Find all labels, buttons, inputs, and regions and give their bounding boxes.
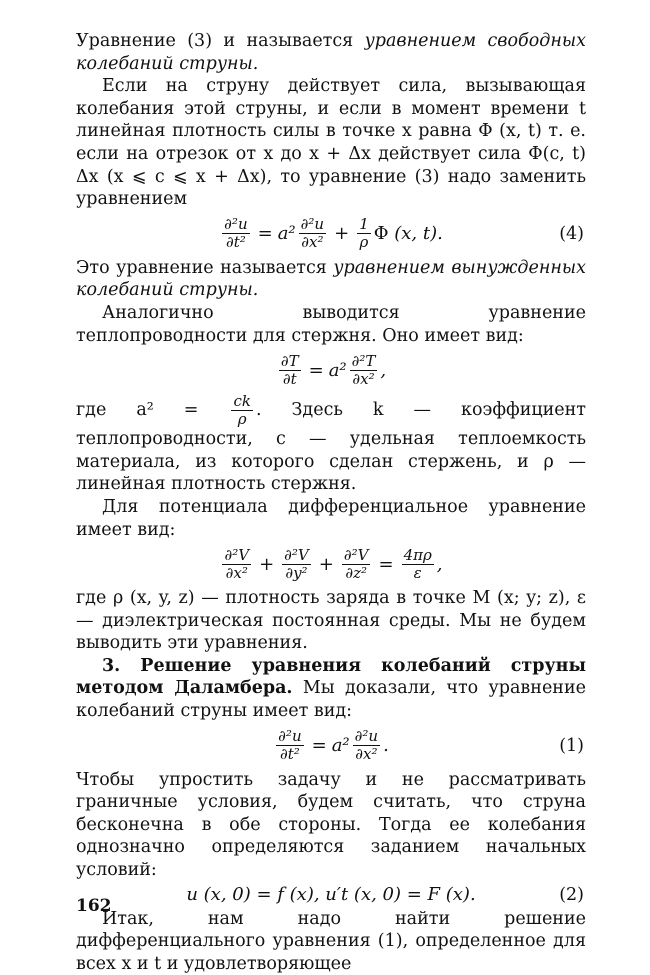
equation-number: (1): [559, 735, 584, 756]
equation-potential: $\frac{\text{∂²V}}{\text{∂x²}}$ + $\frac{\text{∂²V}}{\text{∂y²}}$ + $\frac{\text{∂²V}}{\text{∂z²}}$ = $\frac{4\pi\rho}{\varepsilon}$ ,: [224, 545, 443, 582]
fraction-ck-rho: $\frac{ck}{\rho}$: [233, 392, 251, 429]
page-body: [76, 30, 586, 975]
paragraph-7: где ρ (x, y, z) — плотность заряда в точке M (x; y; z), ε — диэлектрическая постоянная среды. Мы не будем выводить эти уравнения.: [76, 588, 586, 654]
equation-4: $\frac{\text{∂²u}}{\text{∂t²}}$ = a² $\frac{\text{∂²u}}{\text{∂x²}}$ + $\frac{1}{\rho}$ Φ (x, t). (4): [224, 215, 584, 252]
equation-number: (2): [559, 884, 584, 905]
paragraph-9: Чтобы упростить задачу и не рассматривать граничные условия, будем считать, что струна бесконечна в обе стороны. Тогда ее колебания однозначно определяются заданием начальных условий:: [76, 769, 586, 881]
term-free-vibrations: уравнением свободных колебаний струны.: [76, 31, 586, 74]
paragraph-4: Аналогично выводится уравнение теплопроводности для стержня. Оно имеет вид:: [76, 302, 586, 346]
paragraph-8: 3. Решение уравнения колебаний струны методом Даламбера. Мы доказали, что уравнение колебаний струны имеет вид:: [76, 655, 586, 722]
equation-1: $\frac{\text{∂²u}}{\text{∂t²}}$ = a² $\frac{\text{∂²u}}{\text{∂x²}}$ . (1): [278, 727, 584, 764]
term-forced-vibrations: уравнением вынужденных колебаний струны.: [76, 257, 586, 301]
equation-heat: $\frac{\partial T}{\partial t}$ = a² $\frac{\text{∂²T}}{\text{∂x²}}$ ,: [280, 351, 387, 388]
page-number: 162: [76, 896, 112, 916]
paragraph-3: Это уравнение называется уравнением вынужденных колебаний струны.: [76, 257, 586, 301]
section-heading: 3. Решение уравнения колебаний струны методом Даламбера.: [76, 655, 586, 699]
equation-number: (4): [559, 223, 584, 244]
equation-2: u (x, 0) = f (x), u′t (x, 0) = F (x). (2): [186, 884, 584, 906]
paragraph-1: Уравнение (3) и называется уравнением свободных колебаний струны.: [76, 31, 586, 74]
paragraph-5: где a² = $\frac{ck}{\rho}$ . Здесь k — коэффициент теплопроводности, c — удельная теплоемкость материала, из которого сделан стержень, и ρ — линейная плотность стержня.: [76, 392, 586, 495]
paragraph-10: Итак, нам надо найти решение дифференциального уравнения (1), определенное для всех x и t и удовлетворяющее: [76, 908, 586, 974]
paragraph-6: Для потенциала дифференциальное уравнение имеет вид:: [76, 496, 586, 540]
paragraph-2: Если на струну действует сила, вызывающая колебания этой струны, и если в момент времени t линейная плотность силы в точке x равна Φ (x, t) т. е. если на отрезок от x до x + Δx действует сила Φ(c, t) Δx (x ⩽ c ⩽ x + Δx), то уравнение (3) надо заменить уравнением: [76, 76, 586, 210]
